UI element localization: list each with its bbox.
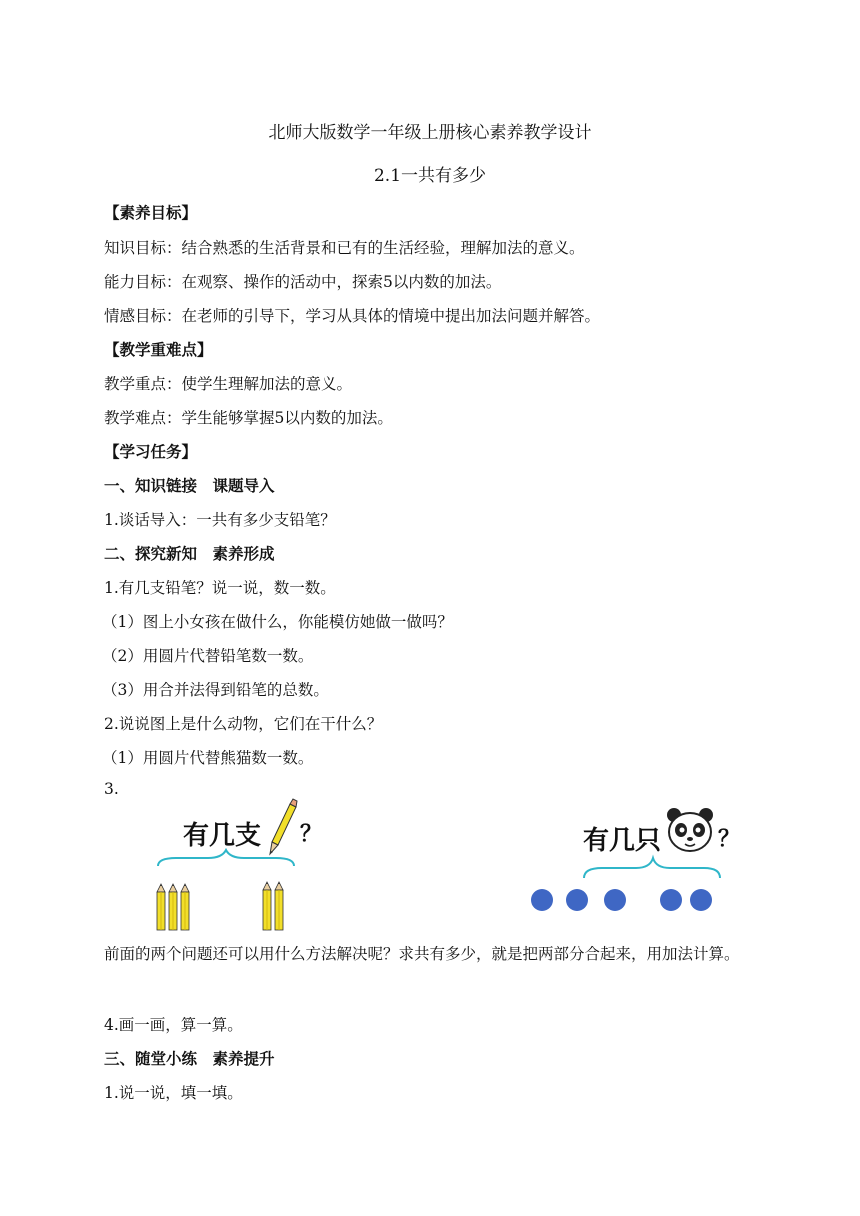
section-2-heading: 二、探究新知 素养形成 bbox=[104, 545, 275, 563]
counter-circle bbox=[690, 889, 712, 911]
section-2-item-1: 1.有几支铅笔？说一说，数一数。 bbox=[104, 579, 336, 597]
section-2-item-3: 3. bbox=[104, 780, 119, 798]
document-title: 北师大版数学一年级上册核心素养教学设计 bbox=[268, 123, 592, 143]
panda-icon bbox=[664, 806, 716, 854]
pencil-question-label: 有几支 bbox=[183, 821, 262, 851]
counter-circle bbox=[604, 889, 626, 911]
section-1-item-1: 1.谈话导入：一共有多少支铅笔？ bbox=[104, 511, 336, 529]
circle-group-figure bbox=[520, 850, 730, 920]
section-3-item-1: 1.说一说，填一填。 bbox=[104, 1084, 243, 1102]
pencil-question-mark: ？ bbox=[300, 822, 323, 847]
section-2-item-2-sub-1: （1）用圆片代替熊猫数一数。 bbox=[102, 749, 314, 767]
difficult-point: 教学难点：学生能够掌握5以内数的加法。 bbox=[104, 409, 393, 427]
goal-emotion: 情感目标：在老师的引导下，学习从具体的情境中提出加法问题并解答。 bbox=[104, 307, 601, 325]
section-2-item-1-sub-1: （1）图上小女孩在做什么，你能模仿她做一做吗？ bbox=[102, 613, 453, 631]
pencil bbox=[157, 884, 165, 930]
panda-question-label: 有几只 bbox=[583, 826, 662, 856]
pencil bbox=[181, 884, 189, 930]
goals-heading: 【素养目标】 bbox=[104, 204, 198, 222]
key-points-heading: 【教学重难点】 bbox=[104, 341, 213, 359]
document-subtitle: 2.1一共有多少 bbox=[373, 166, 487, 186]
tasks-heading: 【学习任务】 bbox=[104, 443, 198, 461]
key-point: 教学重点：使学生理解加法的意义。 bbox=[104, 375, 353, 393]
brace bbox=[584, 858, 720, 878]
counter-circle bbox=[531, 889, 553, 911]
section-2-item-1-sub-3: （3）用合并法得到铅笔的总数。 bbox=[102, 681, 329, 699]
panda-question-mark: ？ bbox=[718, 827, 741, 852]
section-2-paragraph: 前面的两个问题还可以用什么方法解决呢？求共有多少，就是把两部分合起来，用加法计算。 bbox=[104, 945, 740, 963]
brace bbox=[158, 850, 294, 866]
section-2-item-1-sub-2: （2）用圆片代替铅笔数一数。 bbox=[102, 647, 314, 665]
counter-circle bbox=[566, 889, 588, 911]
section-1-heading: 一、知识链接 课题导入 bbox=[104, 477, 275, 495]
pencil-group-figure bbox=[146, 848, 306, 932]
goal-knowledge: 知识目标：结合熟悉的生活背景和已有的生活经验，理解加法的意义。 bbox=[104, 239, 585, 257]
pencil bbox=[169, 884, 177, 930]
counter-circle bbox=[660, 889, 682, 911]
pencil bbox=[263, 882, 271, 930]
pencil bbox=[275, 882, 283, 930]
section-2-item-4: 4.画一画，算一算。 bbox=[104, 1016, 243, 1034]
section-2-item-2: 2.说说图上是什么动物，它们在干什么？ bbox=[104, 715, 383, 733]
section-3-heading: 三、随堂小练 素养提升 bbox=[104, 1050, 275, 1068]
goal-ability: 能力目标：在观察、操作的活动中，探索5以内数的加法。 bbox=[104, 273, 502, 291]
